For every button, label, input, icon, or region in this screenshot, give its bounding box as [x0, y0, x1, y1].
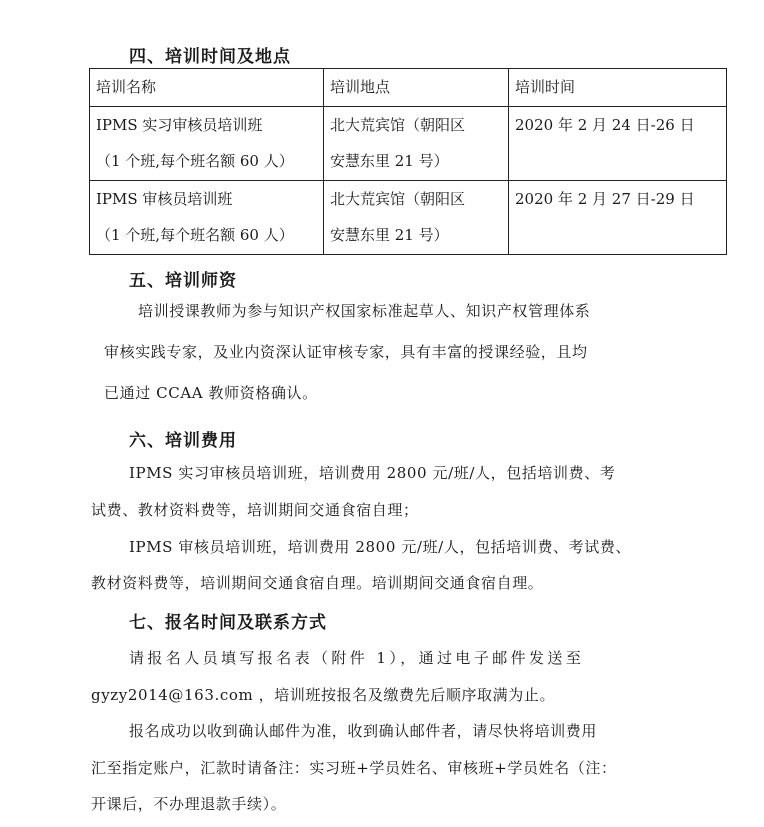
- header-course-name: 培训名称: [90, 69, 324, 107]
- table-row: [90, 107, 727, 181]
- section-7-heading: 七、报名时间及联系方式: [129, 613, 327, 633]
- paragraph-line: 汇至指定账户，汇款时请备注：实习班+学员姓名、审核班+学员姓名（注：: [91, 759, 617, 777]
- section-5-heading: 五、培训师资: [129, 271, 237, 291]
- header-location: 培训地点: [324, 69, 509, 107]
- location-line: 安慧东里 21 号）: [330, 226, 449, 244]
- course-name: IPMS 审核员培训班: [96, 190, 233, 208]
- paragraph-line: 试费、教材资料费等，培训期间交通食宿自理；: [91, 501, 419, 519]
- training-dates: 2020 年 2 月 24 日-26 日: [515, 116, 695, 134]
- email-line: gyzy2014@163.com ，培训班按报名及缴费先后顺序取满为止。: [91, 686, 556, 704]
- paragraph-line: 请报名人员填写报名表（附件 1），通过电子邮件发送至: [129, 649, 585, 667]
- location-line: 安慧东里 21 号）: [330, 152, 449, 170]
- training-dates: 2020 年 2 月 27 日-29 日: [515, 190, 695, 208]
- time-cell: [509, 181, 727, 255]
- table-header-row: [90, 69, 727, 107]
- paragraph-line: 教材资料费等，培训期间交通食宿自理。培训期间交通食宿自理。: [91, 574, 544, 592]
- course-name-cell: [90, 107, 324, 181]
- paragraph-line: IPMS 实习审核员培训班，培训费用 2800 元/班/人，包括培训费、考: [129, 464, 616, 482]
- course-quota: （1 个班,每个班名额 60 人）: [96, 226, 294, 244]
- paragraph-line: 审核实践专家，及业内资深认证审核专家，具有丰富的授课经验，且均: [104, 343, 588, 361]
- paragraph-line: 已通过 CCAA 教师资格确认。: [104, 384, 318, 402]
- location-line: 北大荒宾馆（朝阳区: [330, 190, 466, 208]
- location-line: 北大荒宾馆（朝阳区: [330, 116, 466, 134]
- paragraph-line: 报名成功以收到确认邮件为准，收到确认邮件者，请尽快将培训费用: [129, 722, 598, 740]
- location-cell: [324, 107, 509, 181]
- paragraph-line: IPMS 审核员培训班，培训费用 2800 元/班/人，包括培训费、考试费、: [129, 538, 632, 556]
- course-quota: （1 个班,每个班名额 60 人）: [96, 152, 294, 170]
- paragraph-line: 培训授课教师为参与知识产权国家标准起草人、知识产权管理体系: [138, 302, 591, 320]
- table-row: [90, 181, 727, 255]
- training-schedule-table: [89, 68, 727, 255]
- section-4-heading: 四、培训时间及地点: [129, 47, 291, 67]
- location-cell: [324, 181, 509, 255]
- header-time: 培训时间: [509, 69, 727, 107]
- section-6-heading: 六、培训费用: [129, 431, 237, 451]
- time-cell: [509, 107, 727, 181]
- course-name-cell: [90, 181, 324, 255]
- paragraph-line: 开课后，不办理退款手续）。: [91, 795, 287, 813]
- course-name: IPMS 实习审核员培训班: [96, 116, 263, 134]
